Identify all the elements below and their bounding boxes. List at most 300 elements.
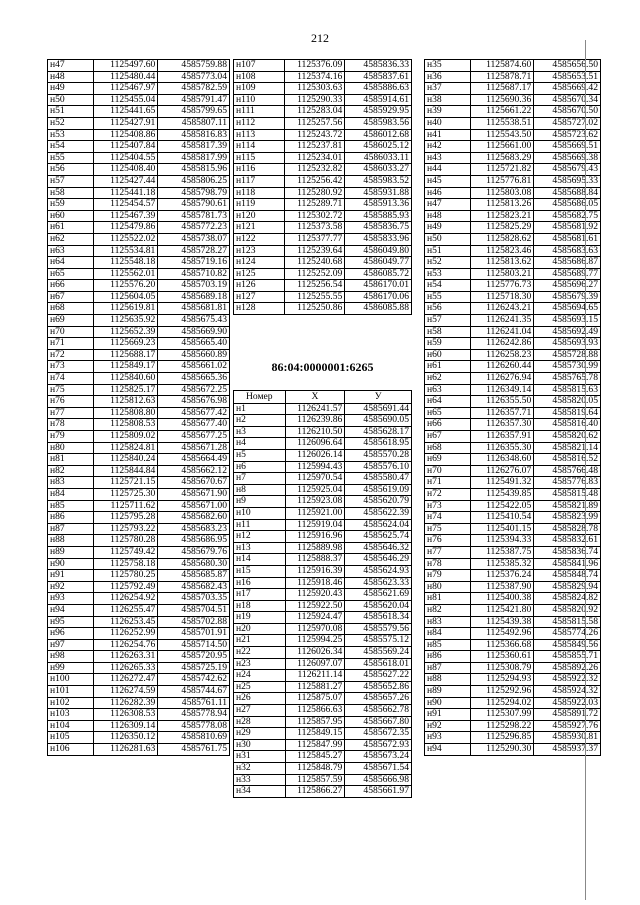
table-row [234, 600, 412, 612]
table-row [234, 233, 412, 245]
point-number-cell: н45 [425, 175, 471, 187]
y-coordinate-cell: 4586085.88 [345, 303, 412, 315]
table-row [48, 117, 230, 129]
table-row [48, 465, 230, 477]
x-coordinate-cell: 1125360.61 [470, 651, 534, 663]
point-number-cell: н110 [234, 94, 285, 106]
table-row [425, 686, 601, 698]
y-coordinate-cell: 4585681.61 [534, 233, 601, 245]
y-coordinate-cell: 4585759.88 [158, 60, 230, 72]
point-number-cell: н92 [425, 720, 471, 732]
point-number-cell: н98 [48, 651, 94, 663]
x-coordinate-cell: 1125803.21 [470, 268, 534, 280]
table-row [234, 496, 412, 508]
x-coordinate-cell: 1125683.29 [470, 152, 534, 164]
y-coordinate-cell: 4585622.39 [345, 507, 412, 519]
coordinates-table-right [424, 59, 601, 756]
table-row [425, 326, 601, 338]
y-coordinate-cell: 4585679.39 [534, 291, 601, 303]
y-coordinate-cell: 4585618.95 [345, 438, 412, 450]
table-row [234, 705, 412, 717]
x-coordinate-cell: 1125308.79 [470, 662, 534, 674]
point-number-cell: н58 [48, 187, 94, 199]
y-coordinate-cell: 4585695.33 [534, 175, 601, 187]
table-row [234, 658, 412, 670]
x-coordinate-cell: 1125795.28 [93, 512, 158, 524]
point-number-cell: н104 [48, 720, 94, 732]
x-coordinate-cell: 1125825.17 [93, 384, 158, 396]
y-coordinate-cell: 4585983.56 [345, 117, 412, 129]
x-coordinate-cell: 1125844.84 [93, 465, 158, 477]
x-coordinate-cell: 1125422.05 [470, 500, 534, 512]
y-coordinate-cell: 4585657.26 [345, 693, 412, 705]
point-number-cell: н11 [234, 519, 286, 531]
table-row [48, 280, 230, 292]
y-coordinate-cell: 4585742.62 [158, 674, 230, 686]
x-coordinate-cell: 1125576.20 [93, 280, 158, 292]
x-coordinate-cell: 1125421.80 [470, 604, 534, 616]
point-number-cell: н42 [425, 141, 471, 153]
x-coordinate-cell: 1126350.12 [93, 732, 158, 744]
y-coordinate-cell: 4585914.61 [345, 94, 412, 106]
y-coordinate-cell: 4585701.91 [158, 628, 230, 640]
y-coordinate-cell: 4585820.05 [534, 396, 601, 408]
x-coordinate-cell: 1125439.38 [470, 616, 534, 628]
y-coordinate-cell: 4585670.34 [534, 94, 601, 106]
x-coordinate-cell: 1126309.14 [93, 720, 158, 732]
x-coordinate-cell: 1126239.86 [285, 415, 345, 427]
point-number-cell: н64 [48, 257, 94, 269]
table-row [234, 519, 412, 531]
point-number-cell: н23 [234, 658, 286, 670]
x-coordinate-cell: 1125824.81 [93, 442, 158, 454]
point-number-cell: н3 [234, 426, 286, 438]
table-row [425, 384, 601, 396]
point-number-cell: н59 [425, 338, 471, 350]
y-coordinate-cell: 4585725.19 [158, 662, 230, 674]
point-number-cell: н27 [234, 705, 286, 717]
table-row [425, 709, 601, 721]
table-row [234, 210, 412, 222]
y-coordinate-cell: 4585685.87 [158, 570, 230, 582]
table-row [48, 442, 230, 454]
table-row [48, 257, 230, 269]
table-row [425, 512, 601, 524]
x-coordinate-cell: 1126210.50 [285, 426, 345, 438]
point-number-cell: н73 [48, 361, 94, 373]
x-coordinate-cell: 1125394.33 [470, 535, 534, 547]
y-coordinate-cell: 4585675.43 [158, 315, 230, 327]
point-number-cell: н68 [425, 442, 471, 454]
point-number-cell: н82 [48, 465, 94, 477]
x-coordinate-cell: 1125849.17 [93, 361, 158, 373]
table-row [234, 222, 412, 234]
table-row [234, 280, 412, 292]
y-coordinate-cell: 4585683.63 [534, 245, 601, 257]
y-coordinate-cell: 4585703.19 [158, 280, 230, 292]
point-number-cell: н76 [48, 396, 94, 408]
table-row [48, 593, 230, 605]
x-coordinate-cell: 1125408.86 [93, 129, 158, 141]
point-number-cell: н36 [425, 71, 471, 83]
point-number-cell: н39 [425, 106, 471, 118]
x-coordinate-cell: 1125825.29 [470, 222, 534, 234]
x-coordinate-cell: 1125303.63 [285, 83, 345, 95]
point-number-cell: н79 [425, 570, 471, 582]
table-row [234, 763, 412, 775]
x-coordinate-cell: 1125970.08 [285, 623, 345, 635]
point-number-cell: н63 [48, 245, 94, 257]
point-number-cell: н60 [425, 349, 471, 361]
table-row [48, 500, 230, 512]
x-coordinate-cell: 1125994.43 [285, 461, 345, 473]
table-row [48, 210, 230, 222]
point-number-cell: н92 [48, 581, 94, 593]
table-row [48, 639, 230, 651]
x-coordinate-cell: 1125479.86 [93, 222, 158, 234]
point-number-cell: н41 [425, 129, 471, 141]
x-coordinate-cell: 1125294.02 [470, 697, 534, 709]
x-coordinate-cell: 1125921.00 [285, 507, 345, 519]
point-number-cell: н111 [234, 106, 285, 118]
table-row [234, 449, 412, 461]
point-number-cell: н64 [425, 396, 471, 408]
y-coordinate-cell: 4585819.64 [534, 407, 601, 419]
table-row [48, 141, 230, 153]
point-number-cell: н43 [425, 152, 471, 164]
y-coordinate-cell: 4585816.83 [158, 129, 230, 141]
point-number-cell: н107 [234, 60, 285, 72]
x-coordinate-cell: 1125619.81 [93, 303, 158, 315]
x-coordinate-cell: 1125661.00 [470, 141, 534, 153]
y-coordinate-cell: 4585703.35 [158, 593, 230, 605]
point-number-cell: н61 [425, 361, 471, 373]
point-number-cell: н50 [425, 233, 471, 245]
table-row [48, 651, 230, 663]
y-coordinate-cell: 4585776.83 [534, 477, 601, 489]
point-number-cell: н69 [425, 454, 471, 466]
table-row [48, 535, 230, 547]
y-coordinate-cell: 4585618.34 [345, 612, 412, 624]
x-coordinate-cell: 1125711.62 [93, 500, 158, 512]
x-coordinate-cell: 1126274.59 [93, 686, 158, 698]
point-number-cell: н26 [234, 693, 286, 705]
x-coordinate-cell: 1125255.55 [285, 291, 345, 303]
y-coordinate-cell: 4585778.94 [158, 709, 230, 721]
y-coordinate-cell: 4585620.04 [345, 600, 412, 612]
point-number-cell: н28 [234, 716, 286, 728]
y-coordinate-cell: 4585836.75 [345, 222, 412, 234]
x-coordinate-cell: 1125250.86 [285, 303, 345, 315]
y-coordinate-cell: 4586025.12 [345, 141, 412, 153]
table-row [425, 651, 601, 663]
x-coordinate-cell: 1125400.38 [470, 593, 534, 605]
x-coordinate-cell: 1125387.75 [470, 546, 534, 558]
table-row [48, 558, 230, 570]
point-number-cell: н33 [234, 774, 286, 786]
y-coordinate-cell: 4585710.82 [158, 268, 230, 280]
table-row [48, 477, 230, 489]
point-number-cell: н81 [425, 593, 471, 605]
x-coordinate-cell: 1125881.27 [285, 681, 345, 693]
table-row [234, 542, 412, 554]
point-number-cell: н47 [425, 199, 471, 211]
point-number-cell: н55 [48, 152, 94, 164]
y-coordinate-cell: 4586085.72 [345, 268, 412, 280]
x-coordinate-cell: 1126211.14 [285, 670, 345, 682]
table-row [425, 338, 601, 350]
table-row [425, 141, 601, 153]
point-number-cell: н69 [48, 315, 94, 327]
x-coordinate-cell: 1125408.40 [93, 164, 158, 176]
x-coordinate-cell: 1125290.30 [470, 744, 534, 756]
y-coordinate-cell: 4585719.16 [158, 257, 230, 269]
x-coordinate-cell: 1125776.73 [470, 280, 534, 292]
point-number-cell: н51 [425, 245, 471, 257]
table-row [48, 744, 230, 756]
point-number-cell: н102 [48, 697, 94, 709]
table-row [234, 507, 412, 519]
table-row [234, 739, 412, 751]
y-coordinate-cell: 4585799.65 [158, 106, 230, 118]
point-number-cell: н2 [234, 415, 286, 427]
y-coordinate-cell: 4585922.03 [534, 697, 601, 709]
point-number-cell: н66 [425, 419, 471, 431]
table-row [48, 338, 230, 350]
table-row [48, 686, 230, 698]
x-coordinate-cell: 1125918.46 [285, 577, 345, 589]
point-number-cell: н59 [48, 199, 94, 211]
table-row [425, 558, 601, 570]
point-number-cell: н35 [425, 60, 471, 72]
y-coordinate-cell: 4585815.96 [158, 164, 230, 176]
y-coordinate-cell: 4585924.32 [534, 686, 601, 698]
y-coordinate-cell: 4585810.69 [158, 732, 230, 744]
table-row [48, 570, 230, 582]
y-coordinate-cell: 4585579.56 [345, 623, 412, 635]
x-coordinate-cell: 1126253.45 [93, 616, 158, 628]
table-row [425, 210, 601, 222]
point-number-cell: н47 [48, 60, 94, 72]
point-number-cell: н89 [48, 546, 94, 558]
x-coordinate-cell: 1126355.30 [470, 442, 534, 454]
point-number-cell: н108 [234, 71, 285, 83]
x-coordinate-cell: 1126281.63 [93, 744, 158, 756]
x-coordinate-cell: 1125866.27 [285, 786, 345, 798]
y-coordinate-cell: 4585761.11 [158, 697, 230, 709]
table-row [425, 349, 601, 361]
x-coordinate-cell: 1125809.02 [93, 431, 158, 443]
point-number-cell: н57 [48, 175, 94, 187]
coordinates-table-6265 [233, 390, 412, 798]
x-coordinate-cell: 1125239.64 [285, 245, 345, 257]
table-row [234, 71, 412, 83]
table-row [234, 577, 412, 589]
table-row [48, 616, 230, 628]
table-row [425, 720, 601, 732]
y-coordinate-cell: 4585791.47 [158, 94, 230, 106]
table-row [425, 396, 601, 408]
x-coordinate-cell: 1126241.04 [470, 326, 534, 338]
x-coordinate-cell: 1126241.35 [470, 315, 534, 327]
y-coordinate-cell: 4586170.01 [345, 280, 412, 292]
y-coordinate-cell: 4585730.99 [534, 361, 601, 373]
point-number-cell: н32 [234, 763, 286, 775]
y-coordinate-cell: 4585829.94 [534, 581, 601, 593]
y-coordinate-cell: 4585815.63 [534, 384, 601, 396]
x-coordinate-cell: 1125780.25 [93, 570, 158, 582]
table-row [425, 222, 601, 234]
point-number-cell: н78 [48, 419, 94, 431]
point-number-cell: н67 [425, 431, 471, 443]
y-coordinate-cell: 4585672.93 [345, 739, 412, 751]
point-number-cell: н82 [425, 604, 471, 616]
table-header-row [234, 391, 412, 404]
table-row [425, 697, 601, 709]
table-row [234, 623, 412, 635]
point-number-cell: н56 [48, 164, 94, 176]
table-row [234, 635, 412, 647]
y-coordinate-cell: 4585676.98 [158, 396, 230, 408]
y-coordinate-cell: 4585696.27 [534, 280, 601, 292]
table-row [48, 245, 230, 257]
y-coordinate-cell: 4585823.99 [534, 512, 601, 524]
x-coordinate-cell: 1126357.91 [470, 431, 534, 443]
table-row [234, 291, 412, 303]
point-number-cell: н90 [425, 697, 471, 709]
table-row [234, 647, 412, 659]
point-number-cell: н99 [48, 662, 94, 674]
point-number-cell: н81 [48, 454, 94, 466]
y-coordinate-cell: 4585669.42 [534, 83, 601, 95]
table-row [48, 106, 230, 118]
y-coordinate-cell: 4585720.95 [158, 651, 230, 663]
point-number-cell: н72 [48, 349, 94, 361]
table-row [48, 361, 230, 373]
point-number-cell: н4 [234, 438, 286, 450]
point-number-cell: н88 [425, 674, 471, 686]
point-number-cell: н63 [425, 384, 471, 396]
x-coordinate-cell: 1125924.47 [285, 612, 345, 624]
y-coordinate-cell: 4585628.17 [345, 426, 412, 438]
x-coordinate-cell: 1125792.49 [93, 581, 158, 593]
x-coordinate-cell: 1125427.44 [93, 175, 158, 187]
table-row [425, 477, 601, 489]
point-number-cell: н9 [234, 496, 286, 508]
point-number-cell: н74 [425, 512, 471, 524]
table-row [48, 732, 230, 744]
table-row [425, 175, 601, 187]
point-number-cell: н127 [234, 291, 285, 303]
point-number-cell: н56 [425, 303, 471, 315]
y-coordinate-cell: 4585927.76 [534, 720, 601, 732]
y-coordinate-cell: 4585702.88 [158, 616, 230, 628]
x-coordinate-cell: 1125548.18 [93, 257, 158, 269]
point-number-cell: н105 [48, 732, 94, 744]
point-number-cell: н116 [234, 164, 285, 176]
table-row [48, 175, 230, 187]
y-coordinate-cell: 4585677.25 [158, 431, 230, 443]
table-row [425, 593, 601, 605]
y-coordinate-cell: 4585679.43 [534, 164, 601, 176]
x-coordinate-cell: 1125874.60 [470, 60, 534, 72]
x-coordinate-cell: 1126096.64 [285, 438, 345, 450]
point-number-cell: н124 [234, 257, 285, 269]
table-row [234, 117, 412, 129]
point-number-cell: н115 [234, 152, 285, 164]
table-row [234, 257, 412, 269]
table-row [234, 589, 412, 601]
x-coordinate-cell: 1125635.92 [93, 315, 158, 327]
table-row [425, 407, 601, 419]
y-coordinate-cell: 4585836.33 [345, 60, 412, 72]
point-number-cell: н17 [234, 589, 286, 601]
point-number-cell: н65 [425, 407, 471, 419]
y-coordinate-cell: 4585817.99 [158, 152, 230, 164]
table-row [425, 639, 601, 651]
x-coordinate-cell: 1126026.14 [285, 449, 345, 461]
x-coordinate-cell: 1125604.05 [93, 291, 158, 303]
point-number-cell: н62 [425, 373, 471, 385]
table-row [425, 744, 601, 756]
y-coordinate-cell: 4585806.25 [158, 175, 230, 187]
table-row [425, 303, 601, 315]
table-row [48, 604, 230, 616]
y-coordinate-cell: 4585671.00 [158, 500, 230, 512]
table-row [48, 291, 230, 303]
y-coordinate-cell: 4585714.50 [158, 639, 230, 651]
point-number-cell: н7 [234, 473, 286, 485]
y-coordinate-cell: 4585670.50 [534, 106, 601, 118]
table-row [48, 454, 230, 466]
point-number-cell: н24 [234, 670, 286, 682]
y-coordinate-cell: 4585983.52 [345, 175, 412, 187]
point-number-cell: н121 [234, 222, 285, 234]
scan-edge-line [585, 40, 586, 900]
y-coordinate-cell: 4585922.32 [534, 674, 601, 686]
x-coordinate-cell: 1125857.95 [285, 716, 345, 728]
x-coordinate-cell: 1125922.50 [285, 600, 345, 612]
x-coordinate-cell: 1126263.31 [93, 651, 158, 663]
y-coordinate-cell: 4585671.28 [158, 442, 230, 454]
point-number-cell: н68 [48, 303, 94, 315]
y-coordinate-cell: 4585929.95 [345, 106, 412, 118]
point-number-cell: н29 [234, 728, 286, 740]
point-number-cell: н16 [234, 577, 286, 589]
y-coordinate-cell: 4585690.05 [345, 415, 412, 427]
point-number-cell: н106 [48, 744, 94, 756]
point-number-cell: н48 [48, 71, 94, 83]
point-number-cell: н60 [48, 210, 94, 222]
point-number-cell: н66 [48, 280, 94, 292]
x-coordinate-cell: 1125467.39 [93, 210, 158, 222]
y-coordinate-cell: 4585886.63 [345, 83, 412, 95]
x-coordinate-cell: 1125848.79 [285, 763, 345, 775]
y-coordinate-cell: 4585621.69 [345, 589, 412, 601]
x-coordinate-cell: 1125849.15 [285, 728, 345, 740]
x-coordinate-cell: 1125878.71 [470, 71, 534, 83]
y-coordinate-cell: 4585694.65 [534, 303, 601, 315]
table-row [425, 431, 601, 443]
table-row [234, 141, 412, 153]
x-coordinate-cell: 1125669.23 [93, 338, 158, 350]
x-coordinate-cell: 1126254.92 [93, 593, 158, 605]
y-coordinate-cell: 4585662.78 [345, 705, 412, 717]
point-number-cell: н6 [234, 461, 286, 473]
x-coordinate-cell: 1125687.17 [470, 83, 534, 95]
x-coordinate-cell: 1125366.68 [470, 639, 534, 651]
y-coordinate-cell: 4585575.12 [345, 635, 412, 647]
